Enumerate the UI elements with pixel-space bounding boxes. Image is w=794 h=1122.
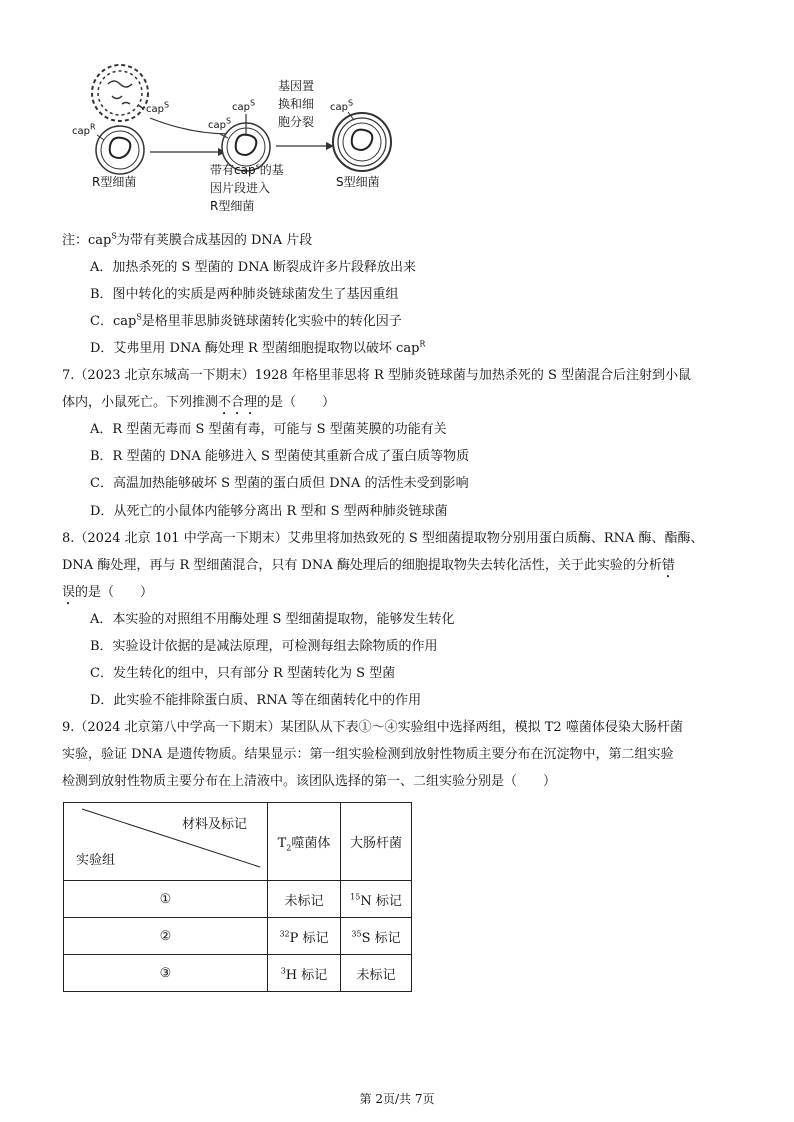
table-cell-group: ① (64, 881, 268, 918)
table-cell-ecoli: 未标记 (341, 955, 412, 992)
table-cell-group: ② (64, 918, 268, 955)
table-cell-phage: 未标记 (268, 881, 341, 918)
table-header-row (64, 803, 412, 881)
q8-option-d[interactable]: D．此实验不能排除蛋白质、RNA 等在细菌转化中的作用 (90, 693, 422, 708)
q6-option-a[interactable]: A．加热杀死的 S 型菌的 DNA 断裂成许多片段释放出来 (90, 260, 417, 275)
q7-option-d[interactable]: D．从死亡的小鼠体内能够分离出 R 型和 S 型两种肺炎链球菌 (90, 504, 448, 519)
page-footer: 第 2页/共 7页 (359, 1092, 435, 1106)
q8-option-a[interactable]: A．本实验的对照组不用酶处理 S 型细菌提取物，能够发生转化 (90, 612, 455, 627)
corner-top-label: 材料及标记 (182, 817, 248, 832)
table-row (64, 955, 412, 992)
table-cell-ecoli: $^{15}$N 标记 (341, 881, 412, 918)
cap-s-label-left: cap$^S$ (146, 100, 170, 115)
transformation-diagram (60, 62, 400, 232)
heat-killed-s-bacterium (92, 65, 148, 121)
table-cell-phage: $^3$H 标记 (268, 955, 341, 992)
q7-option-c[interactable]: C．高温加热能够破坏 S 型菌的蛋白质但 DNA 的活性未受到影响 (90, 476, 469, 491)
r-bacteria-label: R型细菌 (92, 175, 137, 189)
step2-caption-line2: 换和细 (278, 97, 315, 111)
q9-stem-line1: 9.（2024 北京第八中学高一下期末）某团队从下表①～④实验组中选择两组，模拟 T2 噬菌体侵染大肠杆菌 (62, 720, 683, 735)
step1-caption-line3: R型细菌 (210, 199, 255, 213)
q8-stem-line2: DNA 酶处理，再与 R 型细菌混合，只有 DNA 酶处理后的细胞提取物失去转化活性，关于此实验的分析错 (62, 558, 675, 573)
q8-option-b[interactable]: B．实验设计依据的是减法原理，可检测每组去除物质的作用 (90, 639, 438, 654)
s-bacterium-right (333, 112, 391, 171)
column-header-ecoli: 大肠杆菌 (341, 803, 412, 881)
corner-bottom-label: 实验组 (76, 853, 116, 868)
step2-caption-line3: 胞分裂 (278, 115, 315, 129)
q8-option-c[interactable]: C．发生转化的组中，只有部分 R 型菌转化为 S 型菌 (90, 666, 396, 681)
s-bacteria-label: S型细菌 (336, 175, 380, 189)
q8-stem-line3: 误的是（ ） (62, 585, 154, 600)
experiment-table (63, 802, 412, 992)
q9-stem-line2: 实验，验证 DNA 是遗传物质。结果显示：第一组实验检测到放射性物质主要分布在沉淀物中，第二组实验 (62, 747, 674, 762)
step1-caption-line1: 带有cap$^s$的基 (210, 162, 284, 177)
q6-option-b[interactable]: B．图中转化的实质是两种肺炎链球菌发生了基因重组 (90, 287, 399, 302)
table-corner-cell (64, 803, 268, 881)
cap-r-label-left: cap$^R$ (72, 122, 96, 137)
step1-caption-line2: 因片段进入 (210, 181, 271, 195)
table-cell-ecoli: $^{35}$S 标记 (341, 918, 412, 955)
q6-option-d[interactable]: D．艾弗里用 DNA 酶处理 R 型菌细胞提取物以破坏 cap$^R$ (90, 339, 426, 356)
q8-stem-line1: 8.（2024 北京 101 中学高一下期末）艾弗里将加热致死的 S 型细菌提取物分别用蛋白质酶、RNA 酶、酯酶、 (62, 531, 704, 546)
cap-s-label-mid-left: cap$^S$ (208, 116, 232, 131)
table-row (64, 918, 412, 955)
table-cell-group: ③ (64, 955, 268, 992)
column-header-phage: $T_2$噬菌体 (268, 803, 341, 881)
q7-option-b[interactable]: B．R 型菌的 DNA 能够进入 S 型菌使其重新合成了蛋白质等物质 (90, 449, 470, 464)
cap-s-label-mid-top: cap$^S$ (232, 98, 256, 113)
step2-caption-line1: 基因置 (278, 79, 315, 93)
q7-stem-line1: 7.（2023 北京东城高一下期末）1928 年格里菲思将 R 型肺炎链球菌与加热杀死的 S 型菌混合后注射到小鼠 (62, 368, 692, 383)
r-bacterium-left (96, 126, 144, 174)
cap-s-label-right: cap$^S$ (330, 98, 354, 113)
table-cell-phage: $^{32}$P 标记 (268, 918, 341, 955)
table-row (64, 881, 412, 918)
q7-option-a[interactable]: A．R 型菌无毒而 S 型菌有毒，可能与 S 型菌荚膜的功能有关 (90, 422, 447, 437)
q6-option-c[interactable]: C．cap$^S$是格里菲思肺炎链球菌转化实验中的转化因子 (90, 312, 402, 329)
figure-note: 注：cap$^S$为带有荚膜合成基因的 DNA 片段 (62, 231, 313, 248)
q9-stem-line3: 检测到放射性物质主要分布在上清液中。该团队选择的第一、二组实验分别是（ ） (62, 774, 557, 789)
q7-stem-line2: 体内，小鼠死亡。下列推测不合理的是（ ） (62, 395, 336, 410)
